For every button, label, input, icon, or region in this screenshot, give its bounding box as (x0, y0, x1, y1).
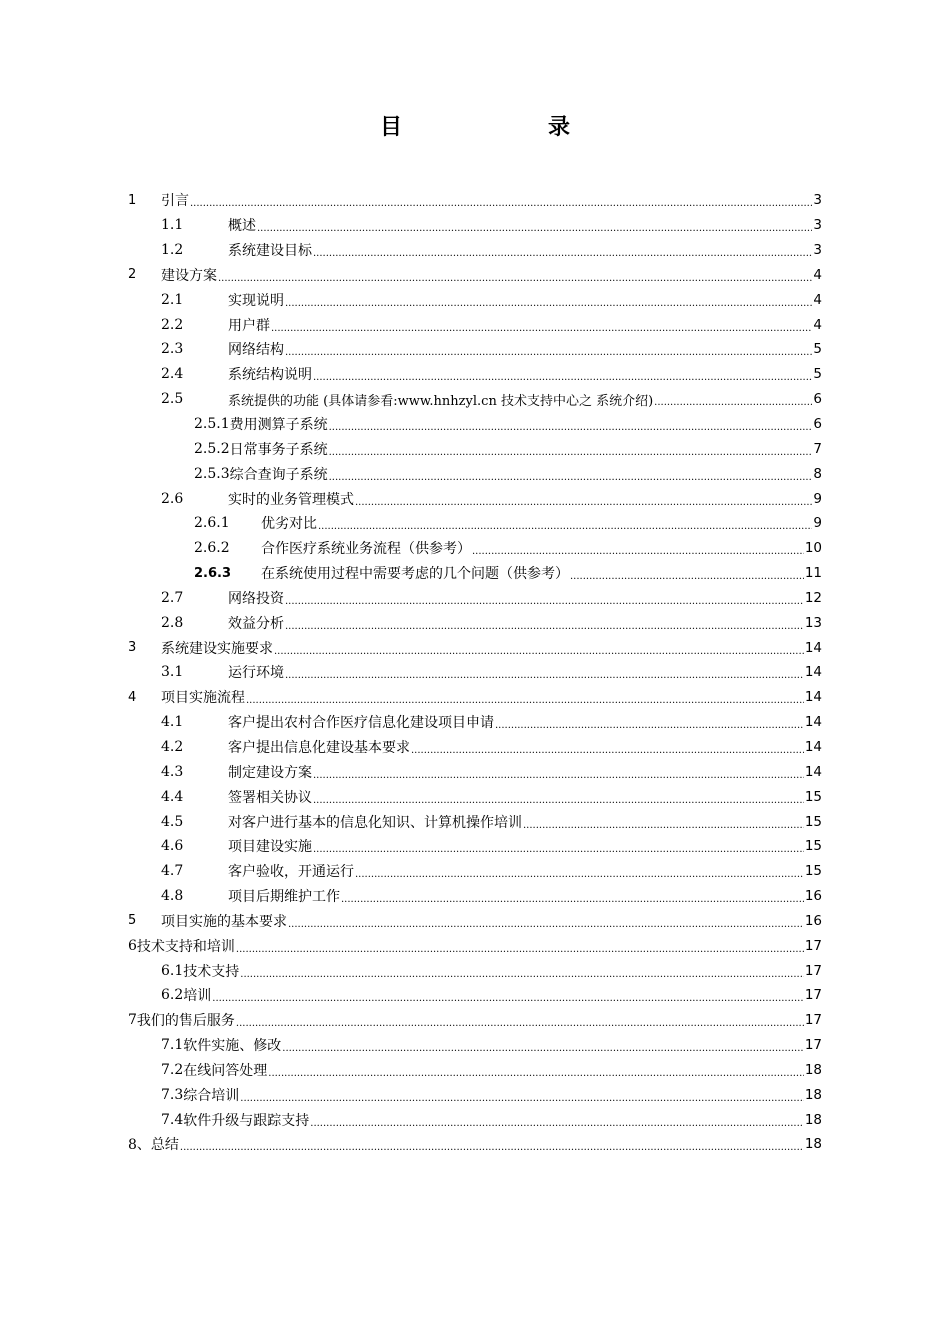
toc-text: 客户提出农村合作医疗信息化建设项目申请 (228, 715, 494, 732)
toc-entry[interactable] (128, 387, 822, 412)
toc-leader (180, 1139, 804, 1153)
toc-number: 8、 (128, 1137, 151, 1154)
toc-entry[interactable] (128, 362, 822, 387)
toc-entry[interactable] (128, 859, 822, 884)
toc-page: 4 (813, 291, 822, 308)
toc-page: 10 (804, 540, 822, 557)
toc-number: 6 (128, 937, 137, 954)
toc-page: 4 (813, 316, 822, 333)
toc-entry[interactable] (128, 412, 822, 437)
toc-entry[interactable] (128, 1082, 822, 1107)
toc-number: 2.6.2 (194, 540, 230, 557)
toc-leader (288, 916, 804, 930)
toc-number: 4.7 (161, 863, 184, 880)
toc-text: 实时的业务管理模式 (228, 491, 354, 508)
toc-page: 15 (804, 863, 822, 880)
toc-leader (495, 717, 804, 731)
toc-leader (654, 394, 812, 408)
toc-leader (240, 966, 804, 980)
toc-number: 4.8 (161, 888, 184, 905)
toc-text: 客户提出信息化建设基本要求 (228, 739, 410, 756)
toc-page: 17 (804, 987, 822, 1004)
toc-text: 引言 (161, 193, 189, 210)
toc-text: 实现说明 (228, 292, 284, 309)
toc-entry[interactable] (128, 809, 822, 834)
toc-number: 2.5.2 (194, 440, 230, 457)
toc-page: 13 (804, 614, 822, 631)
toc-page: 17 (804, 937, 822, 954)
toc-text: 制定建设方案 (228, 764, 312, 781)
toc-number: 2.5 (161, 391, 184, 408)
toc-page: 4 (813, 266, 822, 283)
toc-text: 技术支持 (183, 963, 240, 980)
toc-page: 7 (813, 440, 822, 457)
toc-entry[interactable] (128, 1033, 822, 1058)
toc-entry[interactable] (128, 759, 822, 784)
toc-text: 技术支持和培训 (136, 938, 235, 955)
toc-number: 7 (128, 1012, 137, 1029)
toc-number: 4.3 (161, 763, 184, 780)
toc-number: 3 (128, 640, 137, 656)
toc-leader (355, 866, 804, 880)
toc-text: 软件实施、修改 (183, 1038, 282, 1055)
toc-page: 5 (813, 341, 822, 358)
toc-entry[interactable] (128, 933, 822, 958)
toc-number: 2.3 (161, 341, 184, 358)
toc-entry[interactable] (128, 834, 822, 859)
toc-number: 7.2 (161, 1061, 184, 1078)
toc-leader (318, 518, 812, 532)
toc-text: 费用测算子系统 (229, 417, 328, 434)
toc-page: 5 (813, 366, 822, 383)
toc-leader (310, 1115, 804, 1129)
toc-page: 17 (804, 962, 822, 979)
toc-number: 2 (128, 267, 137, 283)
toc-entry[interactable] (128, 511, 822, 536)
toc-text: 网络投资 (228, 590, 284, 607)
toc-text: 网络结构 (228, 342, 284, 359)
toc-text: 总结 (150, 1137, 179, 1154)
toc-text: 系统提供的功能 (具体请参看:www.hnhzyl.cn 技术支持中心之 系统介绍) (228, 393, 654, 409)
toc-entry[interactable] (128, 561, 822, 586)
toc-number: 4.1 (161, 714, 184, 731)
toc-number: 2.2 (161, 316, 184, 333)
toc-leader (355, 494, 812, 508)
toc-text: 运行环境 (228, 665, 284, 682)
toc-entry[interactable] (128, 1132, 822, 1157)
toc-text: 概述 (228, 218, 256, 235)
toc-leader (212, 990, 804, 1004)
toc-entry[interactable] (128, 213, 822, 238)
toc-page: 15 (804, 813, 822, 830)
toc-number: 4.5 (161, 813, 184, 830)
toc-text: 用户群 (228, 317, 270, 334)
toc-page: 3 (813, 192, 822, 209)
toc-leader (313, 767, 804, 781)
toc-entry[interactable] (128, 710, 822, 735)
toc-leader (411, 742, 804, 756)
toc-page: 17 (804, 1037, 822, 1054)
toc-leader (274, 643, 804, 657)
toc-page: 6 (813, 391, 822, 408)
toc-number: 2.6.3 (194, 565, 232, 581)
toc-page: 6 (813, 416, 822, 433)
toc-entry[interactable] (128, 635, 822, 660)
toc-leader (246, 692, 804, 706)
toc-leader (236, 1015, 804, 1029)
toc-leader (257, 220, 812, 234)
toc-number: 2.5.1 (194, 416, 230, 433)
toc-text: 系统结构说明 (228, 367, 312, 384)
toc-number: 2.6 (161, 490, 184, 507)
toc-leader (341, 891, 804, 905)
toc-number: 6.1 (161, 962, 184, 979)
table-of-contents (128, 188, 822, 1157)
toc-number: 1 (128, 192, 137, 208)
toc-page: 18 (804, 1111, 822, 1128)
toc-page: 14 (804, 689, 822, 706)
toc-text: 系统建设实施要求 (161, 640, 273, 657)
toc-text: 项目实施的基本要求 (161, 913, 287, 930)
toc-entry[interactable] (128, 1107, 822, 1132)
toc-number: 4.4 (161, 788, 184, 805)
toc-page: 14 (804, 714, 822, 731)
toc-leader (282, 1040, 804, 1054)
toc-leader (313, 841, 804, 855)
toc-leader (240, 1090, 804, 1104)
toc-leader (472, 543, 804, 557)
toc-leader (218, 270, 812, 284)
toc-number: 6.2 (161, 987, 184, 1004)
toc-number: 4 (128, 689, 137, 705)
toc-page: 18 (804, 1061, 822, 1078)
toc-entry[interactable] (128, 685, 822, 710)
toc-page: 14 (804, 738, 822, 755)
toc-entry[interactable] (128, 586, 822, 611)
toc-text: 综合培训 (183, 1087, 240, 1104)
toc-leader (313, 792, 804, 806)
toc-text: 软件升级与跟踪支持 (183, 1112, 310, 1129)
toc-entry[interactable] (128, 436, 822, 461)
toc-number: 2.5.3 (194, 465, 230, 482)
toc-leader (285, 344, 812, 358)
toc-leader (329, 444, 813, 458)
toc-entry[interactable] (128, 958, 822, 983)
toc-entry[interactable] (128, 735, 822, 760)
toc-leader (271, 320, 812, 334)
toc-entry[interactable] (128, 884, 822, 909)
toc-page: 12 (804, 589, 822, 606)
toc-text: 培训 (183, 988, 212, 1005)
toc-number: 7.4 (161, 1111, 184, 1128)
toc-entry[interactable] (128, 908, 822, 933)
toc-entry[interactable] (128, 486, 822, 511)
toc-number: 4.6 (161, 838, 184, 855)
toc-text: 在系统使用过程中需要考虑的几个问题（供参考） (261, 566, 569, 583)
page-title: 目 录 (379, 115, 632, 140)
toc-number: 2.7 (161, 589, 184, 606)
toc-leader (285, 295, 812, 309)
toc-number: 1.2 (161, 242, 184, 259)
toc-page: 14 (804, 664, 822, 681)
toc-number: 3.1 (161, 664, 184, 681)
toc-text: 项目实施流程 (161, 690, 245, 707)
toc-entry[interactable] (128, 287, 822, 312)
toc-page: 18 (804, 1136, 822, 1153)
toc-entry[interactable] (128, 188, 822, 213)
toc-leader (285, 618, 804, 632)
toc-entry[interactable] (128, 784, 822, 809)
toc-text: 系统建设目标 (228, 243, 312, 260)
toc-number: 2.8 (161, 614, 184, 631)
toc-text: 对客户进行基本的信息化知识、计算机操作培训 (228, 814, 522, 831)
toc-page: 3 (813, 217, 822, 234)
toc-leader (570, 568, 804, 582)
toc-leader (329, 419, 813, 433)
toc-text: 建设方案 (161, 267, 217, 284)
toc-text: 项目后期维护工作 (228, 889, 340, 906)
toc-page: 11 (804, 565, 822, 582)
toc-number: 7.1 (161, 1037, 184, 1054)
toc-text: 客户验收，开通运行 (228, 864, 354, 881)
toc-leader (236, 941, 804, 955)
toc-page: 16 (804, 912, 822, 929)
toc-number: 1.1 (161, 217, 184, 234)
toc-number: 4.2 (161, 738, 184, 755)
toc-leader (190, 195, 812, 209)
toc-entry[interactable] (128, 263, 822, 288)
toc-page: 8 (813, 465, 822, 482)
toc-number: 2.4 (161, 366, 184, 383)
toc-entry[interactable] (128, 312, 822, 337)
toc-leader (313, 369, 812, 383)
toc-entry[interactable] (128, 536, 822, 561)
toc-entry[interactable] (128, 610, 822, 635)
toc-page: 14 (804, 763, 822, 780)
toc-page: 14 (804, 639, 822, 656)
toc-page: 16 (804, 888, 822, 905)
toc-text: 合作医疗系统业务流程（供参考） (261, 541, 471, 558)
toc-entry[interactable] (128, 238, 822, 263)
toc-page: 18 (804, 1086, 822, 1103)
toc-leader (523, 817, 804, 831)
toc-entry[interactable] (128, 1058, 822, 1083)
toc-page: 3 (813, 242, 822, 259)
toc-leader (313, 245, 812, 259)
toc-text: 优劣对比 (261, 516, 317, 533)
toc-entry[interactable] (128, 1008, 822, 1033)
toc-text: 日常事务子系统 (229, 441, 328, 458)
toc-page: 15 (804, 788, 822, 805)
toc-page: 15 (804, 838, 822, 855)
toc-number: 2.6.1 (194, 515, 230, 532)
toc-page: 17 (804, 1012, 822, 1029)
toc-text: 项目建设实施 (228, 839, 312, 856)
toc-entry[interactable] (128, 337, 822, 362)
toc-text: 在线问答处理 (183, 1062, 268, 1079)
toc-page: 9 (813, 515, 822, 532)
toc-number: 2.1 (161, 291, 184, 308)
toc-leader (268, 1065, 804, 1079)
toc-entry[interactable] (128, 983, 822, 1008)
toc-leader (285, 593, 804, 607)
toc-text: 综合查询子系统 (229, 466, 328, 483)
toc-leader (329, 469, 813, 483)
toc-text: 我们的售后服务 (136, 1013, 235, 1030)
toc-text: 效益分析 (228, 615, 284, 632)
toc-text: 签署相关协议 (228, 789, 312, 806)
toc-number: 7.3 (161, 1086, 184, 1103)
toc-entry[interactable] (128, 461, 822, 486)
toc-number: 5 (128, 913, 137, 929)
toc-entry[interactable] (128, 660, 822, 685)
toc-page: 9 (813, 490, 822, 507)
toc-leader (285, 667, 804, 681)
